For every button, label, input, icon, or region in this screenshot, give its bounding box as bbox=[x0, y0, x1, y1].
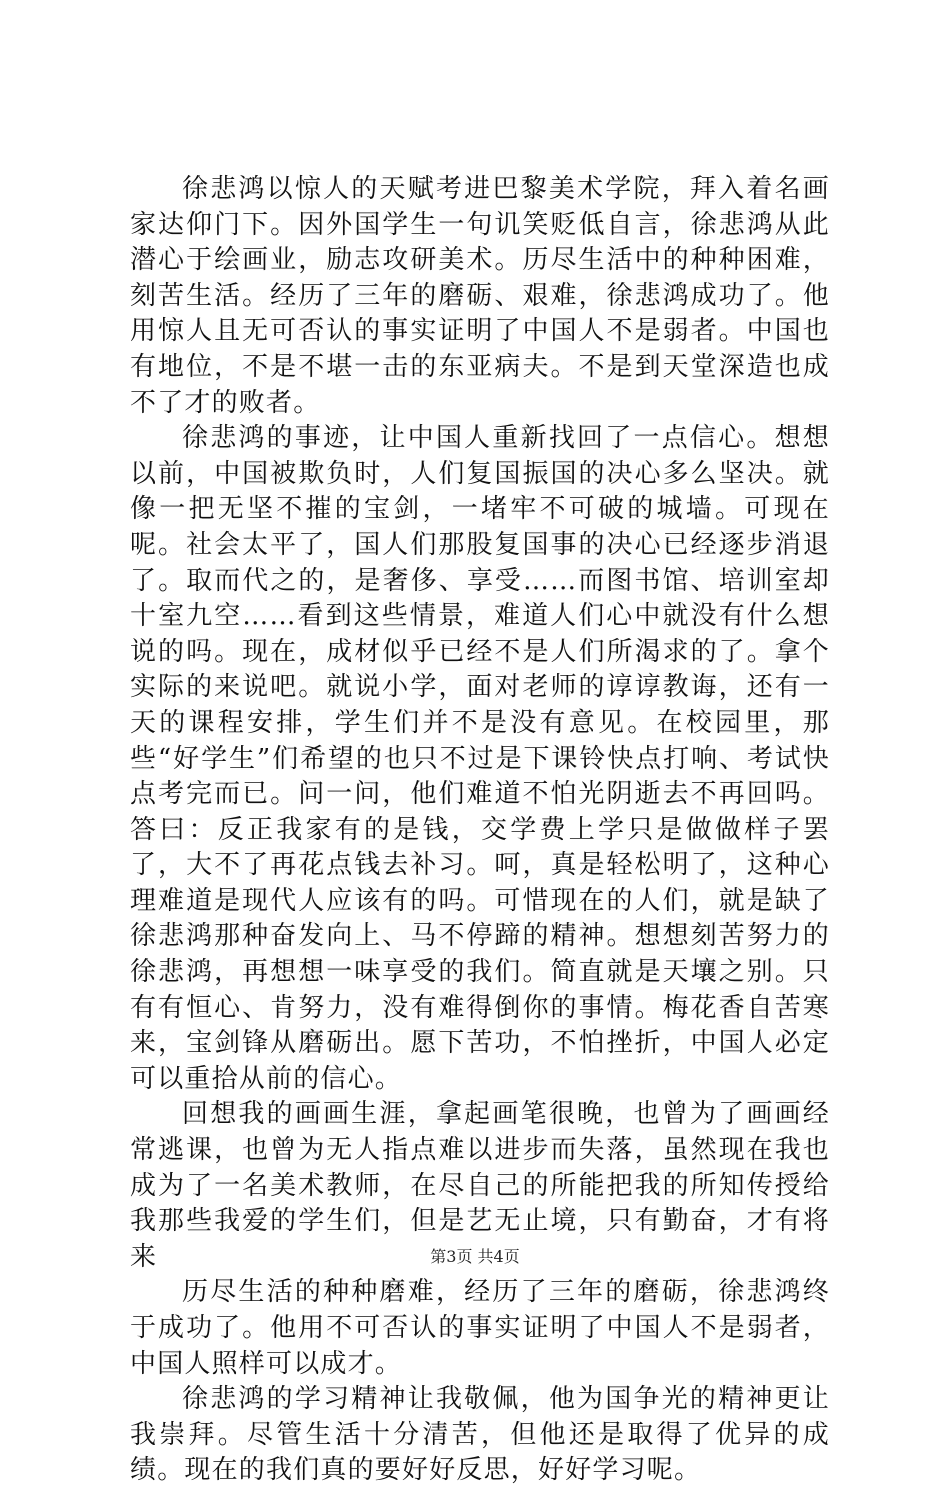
page-footer: 第3页 共4页 bbox=[430, 1247, 520, 1266]
body-text bbox=[130, 172, 830, 1489]
paragraph-4: 历尽生活的种种磨难，经历了三年的磨砺，徐悲鸿终于成功了。他用不可否认的事实证明了中国人不是弱者，中国人照样可以成才。 bbox=[130, 1277, 830, 1379]
paragraph-1: 徐悲鸿以惊人的天赋考进巴黎美术学院，拜入着名画家达仰门下。因外国学生一句讥笑贬低自言，徐悲鸿从此潜心于绘画业，励志攻研美术。历尽生活中的种种困难，刻苦生活。经历了三年的磨砺、艰难，徐悲鸿成功了。他用惊人且无可否认的事实证明了中国人不是弱者。中国也有地位，不是不堪一击的东亚病夫。不是到天堂深造也成不了才的败者。 bbox=[130, 174, 830, 418]
paragraph-2: 徐悲鸿的事迹，让中国人重新找回了一点信心。想想以前，中国被欺负时，人们复国振国的决心多么坚决。就像一把无坚不摧的宝剑，一堵牢不可破的城墙。可现在呢。社会太平了，国人们那股复国事的决心已经逐步消退了。取而代之的，是奢侈、享受……而图书馆、培训室却十室九空……看到这些情景，难道人们心中就没有什么想说的吗。现在，成材似乎已经不是人们所渴求的了。拿个实际的来说吧。就说小学，面对老师的谆谆教诲，还有一天的课程安排，学生们并不是没有意见。在校园里，那些“好学生”们希望的也只不过是下课铃快点打响、考试快点考完而已。问一问，他们难道不怕光阴逝去不再回吗。答曰：反正我家有的是钱，交学费上学只是做做样子罢了，大不了再花点钱去补习。呵，真是轻松明了，这种心理难道是现代人应该有的吗。可惜现在的人们，就是缺了徐悲鸿那种奋发向上、马不停蹄的精神。想想刻苦努力的徐悲鸿，再想想一味享受的我们。简直就是天壤之别。只有有恒心、肯努力，没有难得倒你的事情。梅花香自苦寒来，宝剑锋从磨砺出。愿下苦功，不怕挫折，中国人必定可以重拾从前的信心。 bbox=[130, 423, 830, 1094]
paragraph-3: 回想我的画画生涯，拿起画笔很晚，也曾为了画画经常逃课，也曾为无人指点难以进步而失落，虽然现在我也成为了一名美术教师，在尽自己的所能把我的所知传授给我那些我爱的学生们，但是艺无止境，只有勤奋，才有将来 bbox=[130, 1099, 830, 1272]
paragraph-5: 徐悲鸿的学习精神让我敬佩，他为国争光的精神更让我崇拜。尽管生活十分清苦，但他还是取得了优异的成绩。现在的我们真的要好好反思，好好学习呢。 bbox=[130, 1384, 830, 1486]
